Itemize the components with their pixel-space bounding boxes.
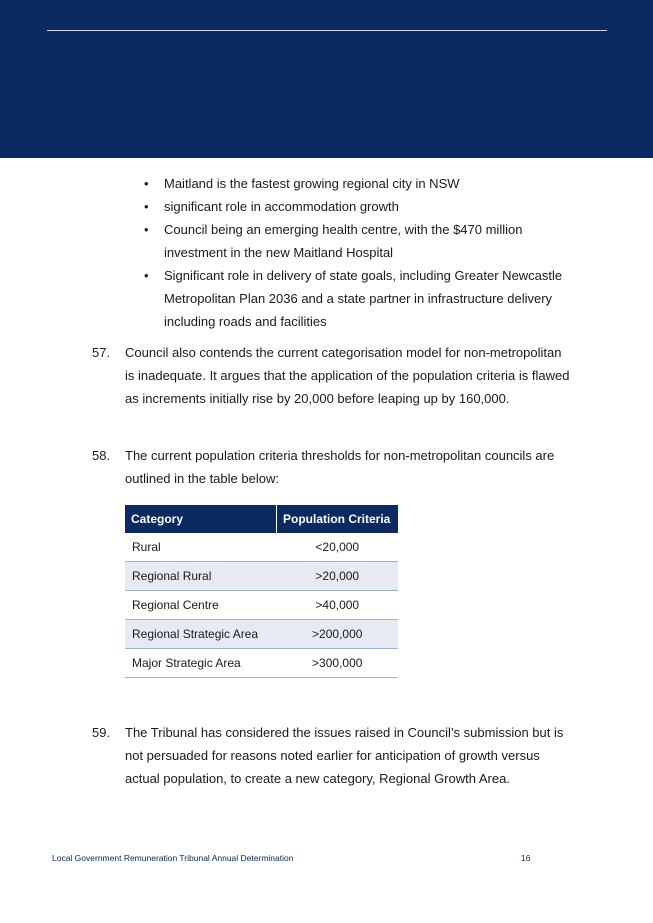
category-cell: Rural <box>125 533 277 562</box>
table-row <box>125 620 398 649</box>
table-row <box>125 591 398 620</box>
column-header-category: Category <box>125 505 277 533</box>
paragraph-number: 58. <box>92 448 111 463</box>
paragraph-58 <box>92 444 572 490</box>
bullet-icon: • <box>144 222 149 237</box>
bullet-item <box>140 172 580 195</box>
header-band <box>0 0 653 158</box>
category-cell: Major Strategic Area <box>125 649 277 678</box>
category-cell: Regional Strategic Area <box>125 620 277 649</box>
column-header-population: Population Criteria <box>277 505 399 533</box>
paragraph-59 <box>92 721 572 790</box>
paragraph-number: 59. <box>92 725 111 740</box>
criteria-cell: >200,000 <box>277 620 399 649</box>
category-cell: Regional Centre <box>125 591 277 620</box>
bullet-text: Council being an emerging health centre, with the $470 million investment in the new Maitland Hospital <box>164 222 523 260</box>
table-row <box>125 533 398 562</box>
bullet-text: Significant role in delivery of state goals, including Greater Newcastle Metropolitan Plan 2036 and a state partner in infrastructure delivery including roads and facilities <box>164 268 563 329</box>
paragraph-text: Council also contends the current categorisation model for non-metropolitan is inadequate. It argues that the application of the population criteria is flawed as increments initially rise by 20,000 before leaping up by 160,000. <box>125 345 570 406</box>
table-row <box>125 649 398 678</box>
table-row <box>125 562 398 591</box>
header-rule <box>47 30 607 31</box>
footer-title: Local Government Remuneration Tribunal Annual Determination <box>52 853 294 863</box>
bullet-icon: • <box>144 268 149 283</box>
paragraph-57 <box>92 341 572 410</box>
page-number: 16 <box>521 853 531 863</box>
population-criteria-table <box>125 505 398 678</box>
bullet-item <box>140 264 580 333</box>
bullet-icon: • <box>144 176 149 191</box>
bullet-list <box>140 172 580 333</box>
bullet-item <box>140 218 580 264</box>
criteria-cell: >300,000 <box>277 649 399 678</box>
bullet-text: significant role in accommodation growth <box>164 199 399 214</box>
bullet-text: Maitland is the fastest growing regional city in NSW <box>164 176 460 191</box>
criteria-cell: >20,000 <box>277 562 399 591</box>
criteria-cell: >40,000 <box>277 591 399 620</box>
paragraph-number: 57. <box>92 345 111 360</box>
table-header-row <box>125 505 398 533</box>
bullet-icon: • <box>144 199 149 214</box>
category-cell: Regional Rural <box>125 562 277 591</box>
criteria-cell: <20,000 <box>277 533 399 562</box>
paragraph-text: The current population criteria thresholds for non-metropolitan councils are outlined in the table below: <box>125 448 555 486</box>
bullet-item <box>140 195 580 218</box>
paragraph-text: The Tribunal has considered the issues raised in Council’s submission but is not persuaded for reasons noted earlier for anticipation of growth versus actual population, to create a new category, Regional Growth Area. <box>125 725 564 786</box>
